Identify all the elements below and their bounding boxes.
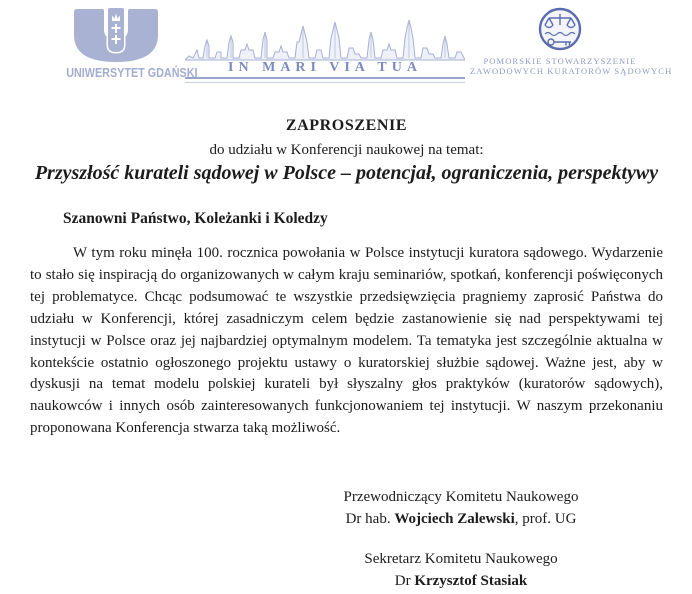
association-caption-line1: POMORSKIE STOWARZYSZENIE: [483, 56, 637, 66]
signature-chairman-name-line: [230, 508, 692, 530]
university-gdansk-mark-icon: [74, 8, 158, 64]
signature-chairman-name: Wojciech Zalewski: [394, 511, 515, 527]
signature-chairman-role: Przewodniczący Komitetu Naukowego: [343, 489, 579, 505]
invitation-subtitle: do udziału w Konferencji naukowej na temat:: [209, 142, 484, 158]
header-divider-rule: [185, 77, 465, 83]
signature-secretary-role: Sekretarz Komitetu Naukowego: [364, 551, 558, 567]
association-block: [470, 6, 673, 76]
signature-secretary: [230, 548, 692, 592]
association-caption-line2: ZAWODOWYCH KURATORÓW SĄDOWYCH: [470, 66, 673, 76]
invitation-body-paragraph: W tym roku minęła 100. rocznica powołania w Polsce instytucji kuratora sądowego. Wydarzenie to stało się inspiracją do organizowanych w całym kraju seminariów, spotkań, konferencji poświęconych tej problematyce. Chcąc podsumować te wszystkie przedsięwzięcia pragniemy zaprosić Państwa do udziału w Konferencji, której zasadniczym celem będzie zastanowienie się nad perspektywami tej instytucji w Polsce oraz jej najbardziej optymalnym modelem. Ta tematyka jest szczególnie aktualna w kontekście ostatnio ogłoszonego projektu ustawy o kuratorskiej służbie sądowej. Ważne jest, aby w dyskusji na temat modelu polskiej kurateli był słyszalny głos praktyków (kuratorów sądowych), naukowców i innych osób zainteresowanych funkcjonowaniem tej instytucji. W naszym przekonaniu proponowana Konferencja stwarza taką możliwość.: [30, 245, 663, 437]
signature-chairman-prefix: Dr hab.: [345, 511, 395, 527]
conference-theme: Przyszłość kurateli sądowej w Polsce – potencjał, ograniczenia, perspektywy: [34, 162, 659, 184]
invitation-title: ZAPROSZENIE: [285, 117, 408, 134]
scales-and-key-emblem-icon: [538, 6, 582, 52]
signature-secretary-prefix: Dr: [394, 573, 415, 589]
signature-secretary-name: Krzysztof Stasiak: [414, 573, 528, 589]
gdansk-skyline-icon: [185, 12, 465, 64]
university-gdansk-logo: [56, 8, 198, 80]
university-gdansk-caption: UNIWERSYTET GDAŃSKI: [66, 65, 198, 80]
invitation-content: [30, 108, 663, 440]
salutation: Szanowni Państwo, Koleżanki i Koledzy: [63, 210, 328, 227]
signature-area: [230, 486, 692, 592]
signature-chairman: [230, 486, 692, 530]
gdansk-skyline-block: [185, 12, 465, 82]
document-header: [0, 0, 692, 102]
signature-chairman-suffix: , prof. UG: [514, 511, 577, 527]
in-mari-via-tua-motto: IN MARI VIA TUA: [228, 60, 422, 75]
signature-secretary-name-line: [230, 570, 692, 592]
